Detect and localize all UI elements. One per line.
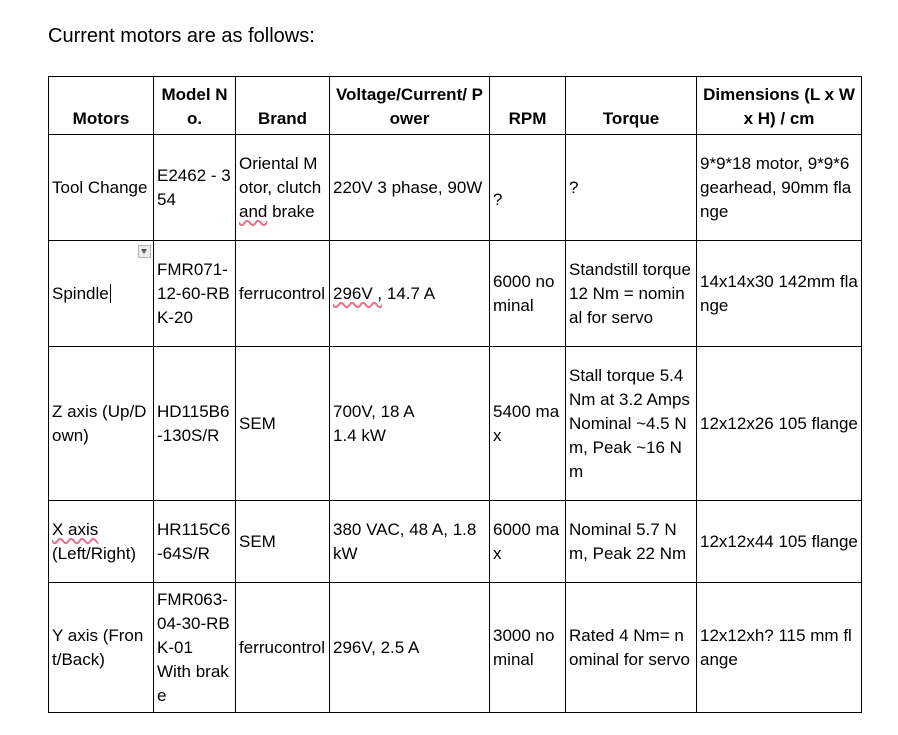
cell-model[interactable]: E2462 - 354 — [154, 135, 236, 241]
cell-motor[interactable]: Y axis (Front/Back) — [49, 583, 154, 713]
cell-brand-text: Oriental Motor, clutch — [239, 153, 322, 197]
cell-brand[interactable]: SEM — [236, 347, 330, 501]
cell-dimensions[interactable]: 12x12xh? 115 mm flange — [697, 583, 862, 713]
cell-motor-text: Spindle — [52, 283, 109, 303]
header-torque: Torque — [566, 77, 697, 135]
cell-motor[interactable] — [49, 241, 154, 347]
cell-rpm[interactable]: ? — [490, 135, 566, 241]
cell-power-text: 14.7 A — [382, 283, 436, 303]
header-brand: Brand — [236, 77, 330, 135]
cell-torque[interactable]: Standstill torque 12 Nm = nominal for servo — [566, 241, 697, 347]
spellcheck-word[interactable]: 296V , — [333, 283, 383, 303]
cell-motor-text: (Left/Right) — [52, 543, 137, 563]
cell-dimensions[interactable]: 12x12x44 105 flange — [697, 501, 862, 583]
cell-brand-text: brake — [267, 201, 315, 221]
cell-motor[interactable] — [49, 501, 154, 583]
text-cursor — [110, 284, 111, 303]
cell-power[interactable]: 296V, 2.5 A — [330, 583, 490, 713]
header-power: Voltage/Current/ Power — [330, 77, 490, 135]
chevron-down-icon[interactable] — [138, 245, 151, 258]
cell-power[interactable]: 700V, 18 A 1.4 kW — [330, 347, 490, 501]
cell-dimensions[interactable]: 14x14x30 142mm flange — [697, 241, 862, 347]
cell-model[interactable]: FMR071-12-60-RBK-20 — [154, 241, 236, 347]
spellcheck-word[interactable]: and — [239, 201, 268, 221]
cell-model[interactable]: FMR063-04-30-RBK-01 With brake — [154, 583, 236, 713]
cell-torque[interactable]: ? — [566, 135, 697, 241]
cell-torque[interactable]: Rated 4 Nm= nominal for servo — [566, 583, 697, 713]
motors-table — [48, 76, 862, 713]
cell-motor[interactable]: Z axis (Up/Down) — [49, 347, 154, 501]
cell-brand[interactable]: ferrucontrol — [236, 583, 330, 713]
cell-dimensions[interactable]: 9*9*18 motor, 9*9*6 gearhead, 90mm flange — [697, 135, 862, 241]
cell-model[interactable]: HR115C6-64S/R — [154, 501, 236, 583]
cell-power[interactable] — [330, 241, 490, 347]
header-row — [49, 77, 862, 135]
header-motors: Motors — [49, 77, 154, 135]
header-rpm: RPM — [490, 77, 566, 135]
table-row — [49, 241, 862, 347]
cell-rpm[interactable]: 6000 max — [490, 501, 566, 583]
intro-text: Current motors are as follows: — [48, 25, 315, 47]
cell-power[interactable]: 380 VAC, 48 A, 1.8 kW — [330, 501, 490, 583]
cell-dimensions[interactable]: 12x12x26 105 flange — [697, 347, 862, 501]
table-row — [49, 583, 862, 713]
cell-rpm[interactable]: 5400 max — [490, 347, 566, 501]
cell-brand[interactable]: SEM — [236, 501, 330, 583]
cell-model[interactable]: HD115B6-130S/R — [154, 347, 236, 501]
cell-torque[interactable]: Stall torque 5.4 Nm at 3.2 Amps Nominal ~4.5 Nm, Peak ~16 Nm — [566, 347, 697, 501]
cell-rpm[interactable]: 3000 nominal — [490, 583, 566, 713]
table-row — [49, 347, 862, 501]
table-row — [49, 135, 862, 241]
cell-rpm[interactable]: 6000 nominal — [490, 241, 566, 347]
header-dimensions: Dimensions (L x W x H) / cm — [697, 77, 862, 135]
cell-power[interactable]: 220V 3 phase, 90W — [330, 135, 490, 241]
table-row — [49, 501, 862, 583]
spellcheck-word[interactable]: X axis — [52, 519, 99, 539]
cell-torque[interactable]: Nominal 5.7 Nm, Peak 22 Nm — [566, 501, 697, 583]
cell-motor[interactable]: Tool Change — [49, 135, 154, 241]
header-model: Model No. — [154, 77, 236, 135]
cell-brand[interactable]: ferrucontrol — [236, 241, 330, 347]
cell-brand[interactable] — [236, 135, 330, 241]
